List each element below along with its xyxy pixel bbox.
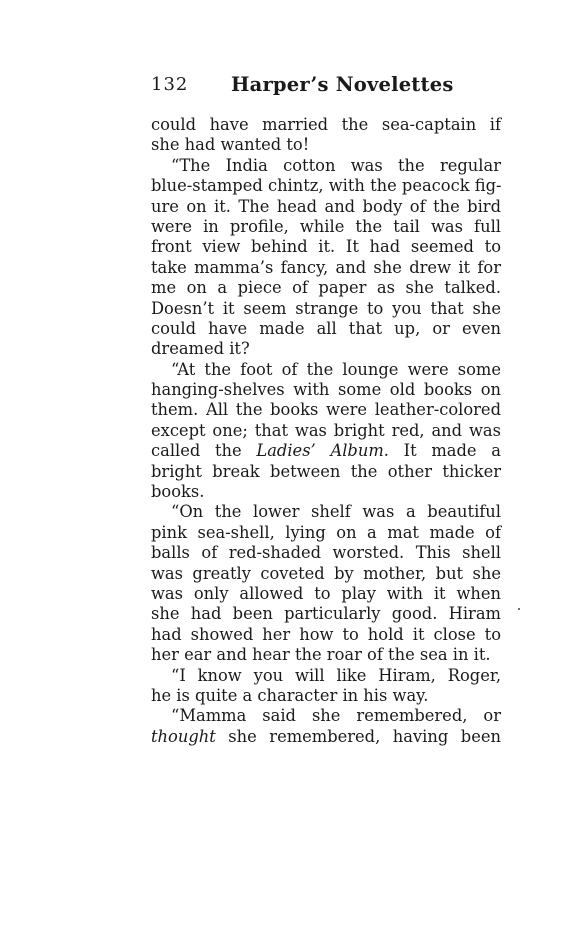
text-line: “The India cotton was the regular (171, 155, 501, 175)
text-line: books. (151, 482, 205, 502)
page-number: 132 (151, 74, 189, 95)
text-line: was only allowed to play with it when (151, 583, 501, 603)
text-line: ure on it. The head and body of the bird (151, 196, 501, 216)
text-line: was greatly coveted by mother, but she (151, 563, 501, 583)
text-line: “On the lower shelf was a beautiful (171, 502, 501, 522)
text-line: could have married the sea-captain if (151, 115, 501, 134)
text-line: Doesn’t it seem strange to you that she (151, 298, 501, 318)
text-line-with-emphasis (151, 727, 501, 747)
text-line: front view behind it. It had seemed to (151, 237, 501, 257)
text-segment: It made a (388, 441, 501, 461)
text-line: “I know you will like Hiram, Roger, (171, 665, 501, 685)
body-text (151, 115, 501, 747)
text-line: had showed her how to hold it close to (151, 624, 501, 644)
text-line: she had been particularly good. Hiram (151, 604, 501, 624)
text-line: hanging-shelves with some old books on (151, 380, 501, 400)
text-line-with-title (151, 441, 501, 461)
text-line: could have made all that up, or even (151, 318, 501, 338)
text-line: her ear and hear the roar of the sea in it. (151, 645, 491, 665)
text-line: pink sea-shell, lying on a mat made of (151, 522, 501, 542)
text-segment: she remembered, having been (215, 726, 501, 746)
text-line: me on a piece of paper as she talked. (151, 278, 501, 298)
text-segment: called the (151, 441, 257, 461)
text-line: she had wanted to! (151, 135, 310, 155)
emphasized-word: thought (151, 726, 216, 746)
text-line: were in profile, while the tail was full (151, 216, 501, 236)
page-header (151, 74, 501, 98)
text-line: balls of red-shaded worsted. This shell (151, 543, 501, 563)
running-title: Harper’s Novelettes (231, 73, 454, 96)
text-line: he is quite a character in his way. (151, 685, 429, 705)
text-line: “Mamma said she remembered, or (171, 706, 501, 726)
book-title: Ladies’ Album. (256, 441, 389, 461)
text-line: them. All the books were leather-colored (151, 400, 501, 420)
text-line: bright break between the other thicker (151, 461, 501, 481)
text-line: “At the foot of the lounge were some (171, 359, 501, 379)
text-line: take mamma’s fancy, and she drew it for (151, 257, 501, 277)
text-line: blue-stamped chintz, with the peacock fig- (151, 176, 502, 196)
text-line: dreamed it? (151, 339, 250, 359)
text-line: except one; that was bright red, and was (151, 420, 501, 440)
ink-speck (518, 608, 520, 610)
